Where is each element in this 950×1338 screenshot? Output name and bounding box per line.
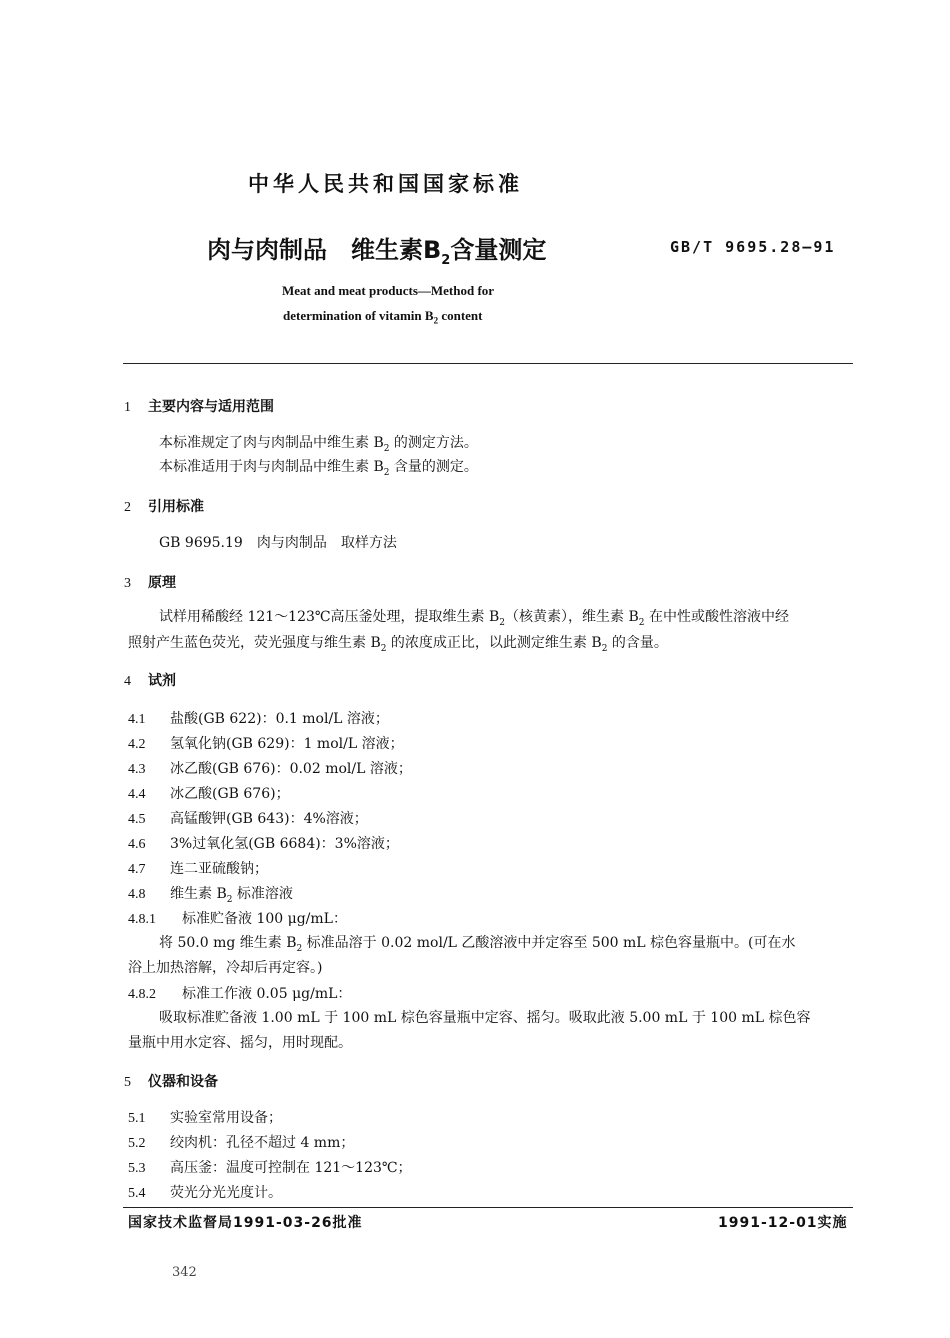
item-text: 高压釜：温度可控制在 121～123℃； bbox=[170, 1160, 412, 1176]
subscript: 2 bbox=[380, 643, 387, 654]
text: 的含量。 bbox=[607, 635, 668, 651]
header-divider bbox=[123, 363, 853, 364]
section-4-heading bbox=[124, 670, 176, 690]
item-text: 标准工作液 0.05 μg/mL： bbox=[182, 986, 352, 1002]
section-1-paragraph-1 bbox=[159, 432, 478, 454]
reagent-item bbox=[128, 708, 389, 728]
item-number: 4.4 bbox=[128, 787, 146, 802]
item-number: 4.8.1 bbox=[128, 912, 156, 927]
item-text: 连二亚硫酸钠； bbox=[170, 861, 268, 877]
text: 将 50.0 mg 维生素 B bbox=[159, 935, 297, 951]
text: 本标准适用于肉与肉制品中维生素 B bbox=[159, 459, 384, 475]
text: （核黄素），维生素 B bbox=[505, 609, 639, 625]
reagent-4-8-1-line-1 bbox=[159, 932, 796, 954]
subscript: 2 bbox=[226, 894, 233, 905]
section-title: 原理 bbox=[148, 575, 176, 591]
reagent-item-4-8-2 bbox=[128, 983, 351, 1003]
item-number: 4.1 bbox=[128, 712, 146, 727]
reagent-item bbox=[128, 808, 368, 828]
reagent-4-8-1-line-2: 浴上加热溶解，冷却后再定容。) bbox=[128, 960, 323, 976]
title-subscript: 2 bbox=[441, 252, 451, 268]
section-3-line-1 bbox=[159, 606, 789, 628]
item-number: 5.3 bbox=[128, 1161, 146, 1176]
equipment-item bbox=[128, 1107, 282, 1127]
reagent-item-4-8-1 bbox=[128, 908, 347, 928]
text: 含量的测定。 bbox=[389, 459, 478, 475]
section-5-heading bbox=[124, 1071, 218, 1091]
reagent-item bbox=[128, 833, 399, 853]
page-number: 342 bbox=[172, 1265, 197, 1280]
item-text: 实验室常用设备； bbox=[170, 1110, 282, 1126]
section-3-heading bbox=[124, 572, 176, 592]
section-1-paragraph-2 bbox=[159, 456, 478, 478]
reagent-4-8-2-line-2: 量瓶中用水定容、摇匀，用时现配。 bbox=[128, 1035, 352, 1051]
subscript: 2 bbox=[601, 643, 608, 654]
reagent-item bbox=[128, 858, 268, 878]
section-1-heading bbox=[124, 396, 274, 416]
english-title-line2-post: content bbox=[438, 308, 483, 323]
subscript: 2 bbox=[296, 943, 303, 954]
standard-org-title: 中华人民共和国国家标准 bbox=[248, 172, 523, 196]
title-end: 含量测定 bbox=[450, 236, 547, 264]
item-text: 3%过氧化氢(GB 6684)：3%溶液； bbox=[170, 836, 399, 852]
section-title: 主要内容与适用范围 bbox=[148, 399, 274, 415]
item-number: 4.2 bbox=[128, 737, 146, 752]
footer-divider bbox=[123, 1207, 853, 1208]
item-number: 5.2 bbox=[128, 1136, 146, 1151]
section-2-heading bbox=[124, 496, 204, 516]
english-title-line2-pre: determination of vitamin B bbox=[283, 308, 434, 323]
text: 试样用稀酸经 121～123℃高压釜处理，提取维生素 B bbox=[159, 609, 500, 625]
item-text: 氢氧化钠(GB 629)：1 mol/L 溶液； bbox=[170, 736, 404, 752]
text: 照射产生蓝色荧光，荧光强度与维生素 B bbox=[128, 635, 381, 651]
item-number: 4.7 bbox=[128, 862, 146, 877]
item-number: 4.8 bbox=[128, 887, 146, 902]
item-text: 标准贮备液 100 μg/mL： bbox=[182, 911, 347, 927]
text: 的测定方法。 bbox=[389, 435, 478, 451]
subscript: 2 bbox=[383, 443, 390, 454]
item-text: 维生素 B bbox=[170, 886, 227, 902]
text: 本标准规定了肉与肉制品中维生素 B bbox=[159, 435, 384, 451]
item-number: 5.4 bbox=[128, 1186, 146, 1201]
subscript: 2 bbox=[499, 617, 506, 628]
item-text: 冰乙酸(GB 676)； bbox=[170, 786, 290, 802]
approval-line: 国家技术监督局1991-03-26批准 bbox=[128, 1215, 363, 1231]
section-number: 3 bbox=[124, 576, 131, 591]
section-title: 试剂 bbox=[148, 673, 176, 689]
item-number: 4.5 bbox=[128, 812, 146, 827]
item-text: 冰乙酸(GB 676)：0.02 mol/L 溶液； bbox=[170, 761, 412, 777]
item-text: 盐酸(GB 622)：0.1 mol/L 溶液； bbox=[170, 711, 389, 727]
document-title bbox=[207, 230, 546, 268]
section-3-line-2 bbox=[128, 632, 668, 654]
section-number: 2 bbox=[124, 500, 131, 515]
english-title-subscript: 2 bbox=[433, 315, 439, 326]
standard-number: GB/T 9695.28—91 bbox=[670, 238, 836, 256]
reagent-item-4-8 bbox=[128, 883, 293, 905]
section-title: 仪器和设备 bbox=[148, 1074, 218, 1090]
item-text: 标准溶液 bbox=[232, 886, 293, 902]
reagent-item bbox=[128, 758, 412, 778]
item-number: 4.3 bbox=[128, 762, 146, 777]
section-number: 4 bbox=[124, 674, 131, 689]
item-text: 荧光分光光度计。 bbox=[170, 1185, 282, 1201]
section-title: 引用标准 bbox=[148, 499, 204, 515]
subscript: 2 bbox=[638, 617, 645, 628]
text: 的浓度成正比，以此测定维生素 B bbox=[386, 635, 602, 651]
section-number: 5 bbox=[124, 1075, 131, 1090]
reagent-item bbox=[128, 783, 290, 803]
item-number: 5.1 bbox=[128, 1111, 146, 1126]
equipment-item bbox=[128, 1132, 354, 1152]
title-main: 肉与肉制品 维生素B bbox=[207, 236, 442, 264]
section-number: 1 bbox=[124, 400, 131, 415]
equipment-item bbox=[128, 1182, 282, 1202]
reagent-4-8-2-line-1: 吸取标准贮备液 1.00 mL 于 100 mL 棕色容量瓶中定容、摇匀。吸取此液 5.00 mL 于 100 mL 棕色容 bbox=[159, 1010, 811, 1026]
english-title-line1: Meat and meat products—Method for bbox=[282, 283, 495, 298]
text: 在中性或酸性溶液中经 bbox=[644, 609, 789, 625]
reagent-item bbox=[128, 733, 404, 753]
subscript: 2 bbox=[383, 467, 390, 478]
item-text: 高锰酸钾(GB 643)：4%溶液； bbox=[170, 811, 368, 827]
effective-date: 1991-12-01实施 bbox=[718, 1215, 848, 1231]
section-2-reference: GB 9695.19 肉与肉制品 取样方法 bbox=[159, 535, 397, 551]
text: 标准品溶于 0.02 mol/L 乙酸溶液中并定容至 500 mL 棕色容量瓶中。(可在水 bbox=[302, 935, 796, 951]
item-number: 4.6 bbox=[128, 837, 146, 852]
item-number: 4.8.2 bbox=[128, 987, 156, 1002]
equipment-item bbox=[128, 1157, 412, 1177]
english-title-line2 bbox=[283, 308, 483, 326]
item-text: 绞肉机：孔径不超过 4 mm； bbox=[170, 1135, 355, 1151]
